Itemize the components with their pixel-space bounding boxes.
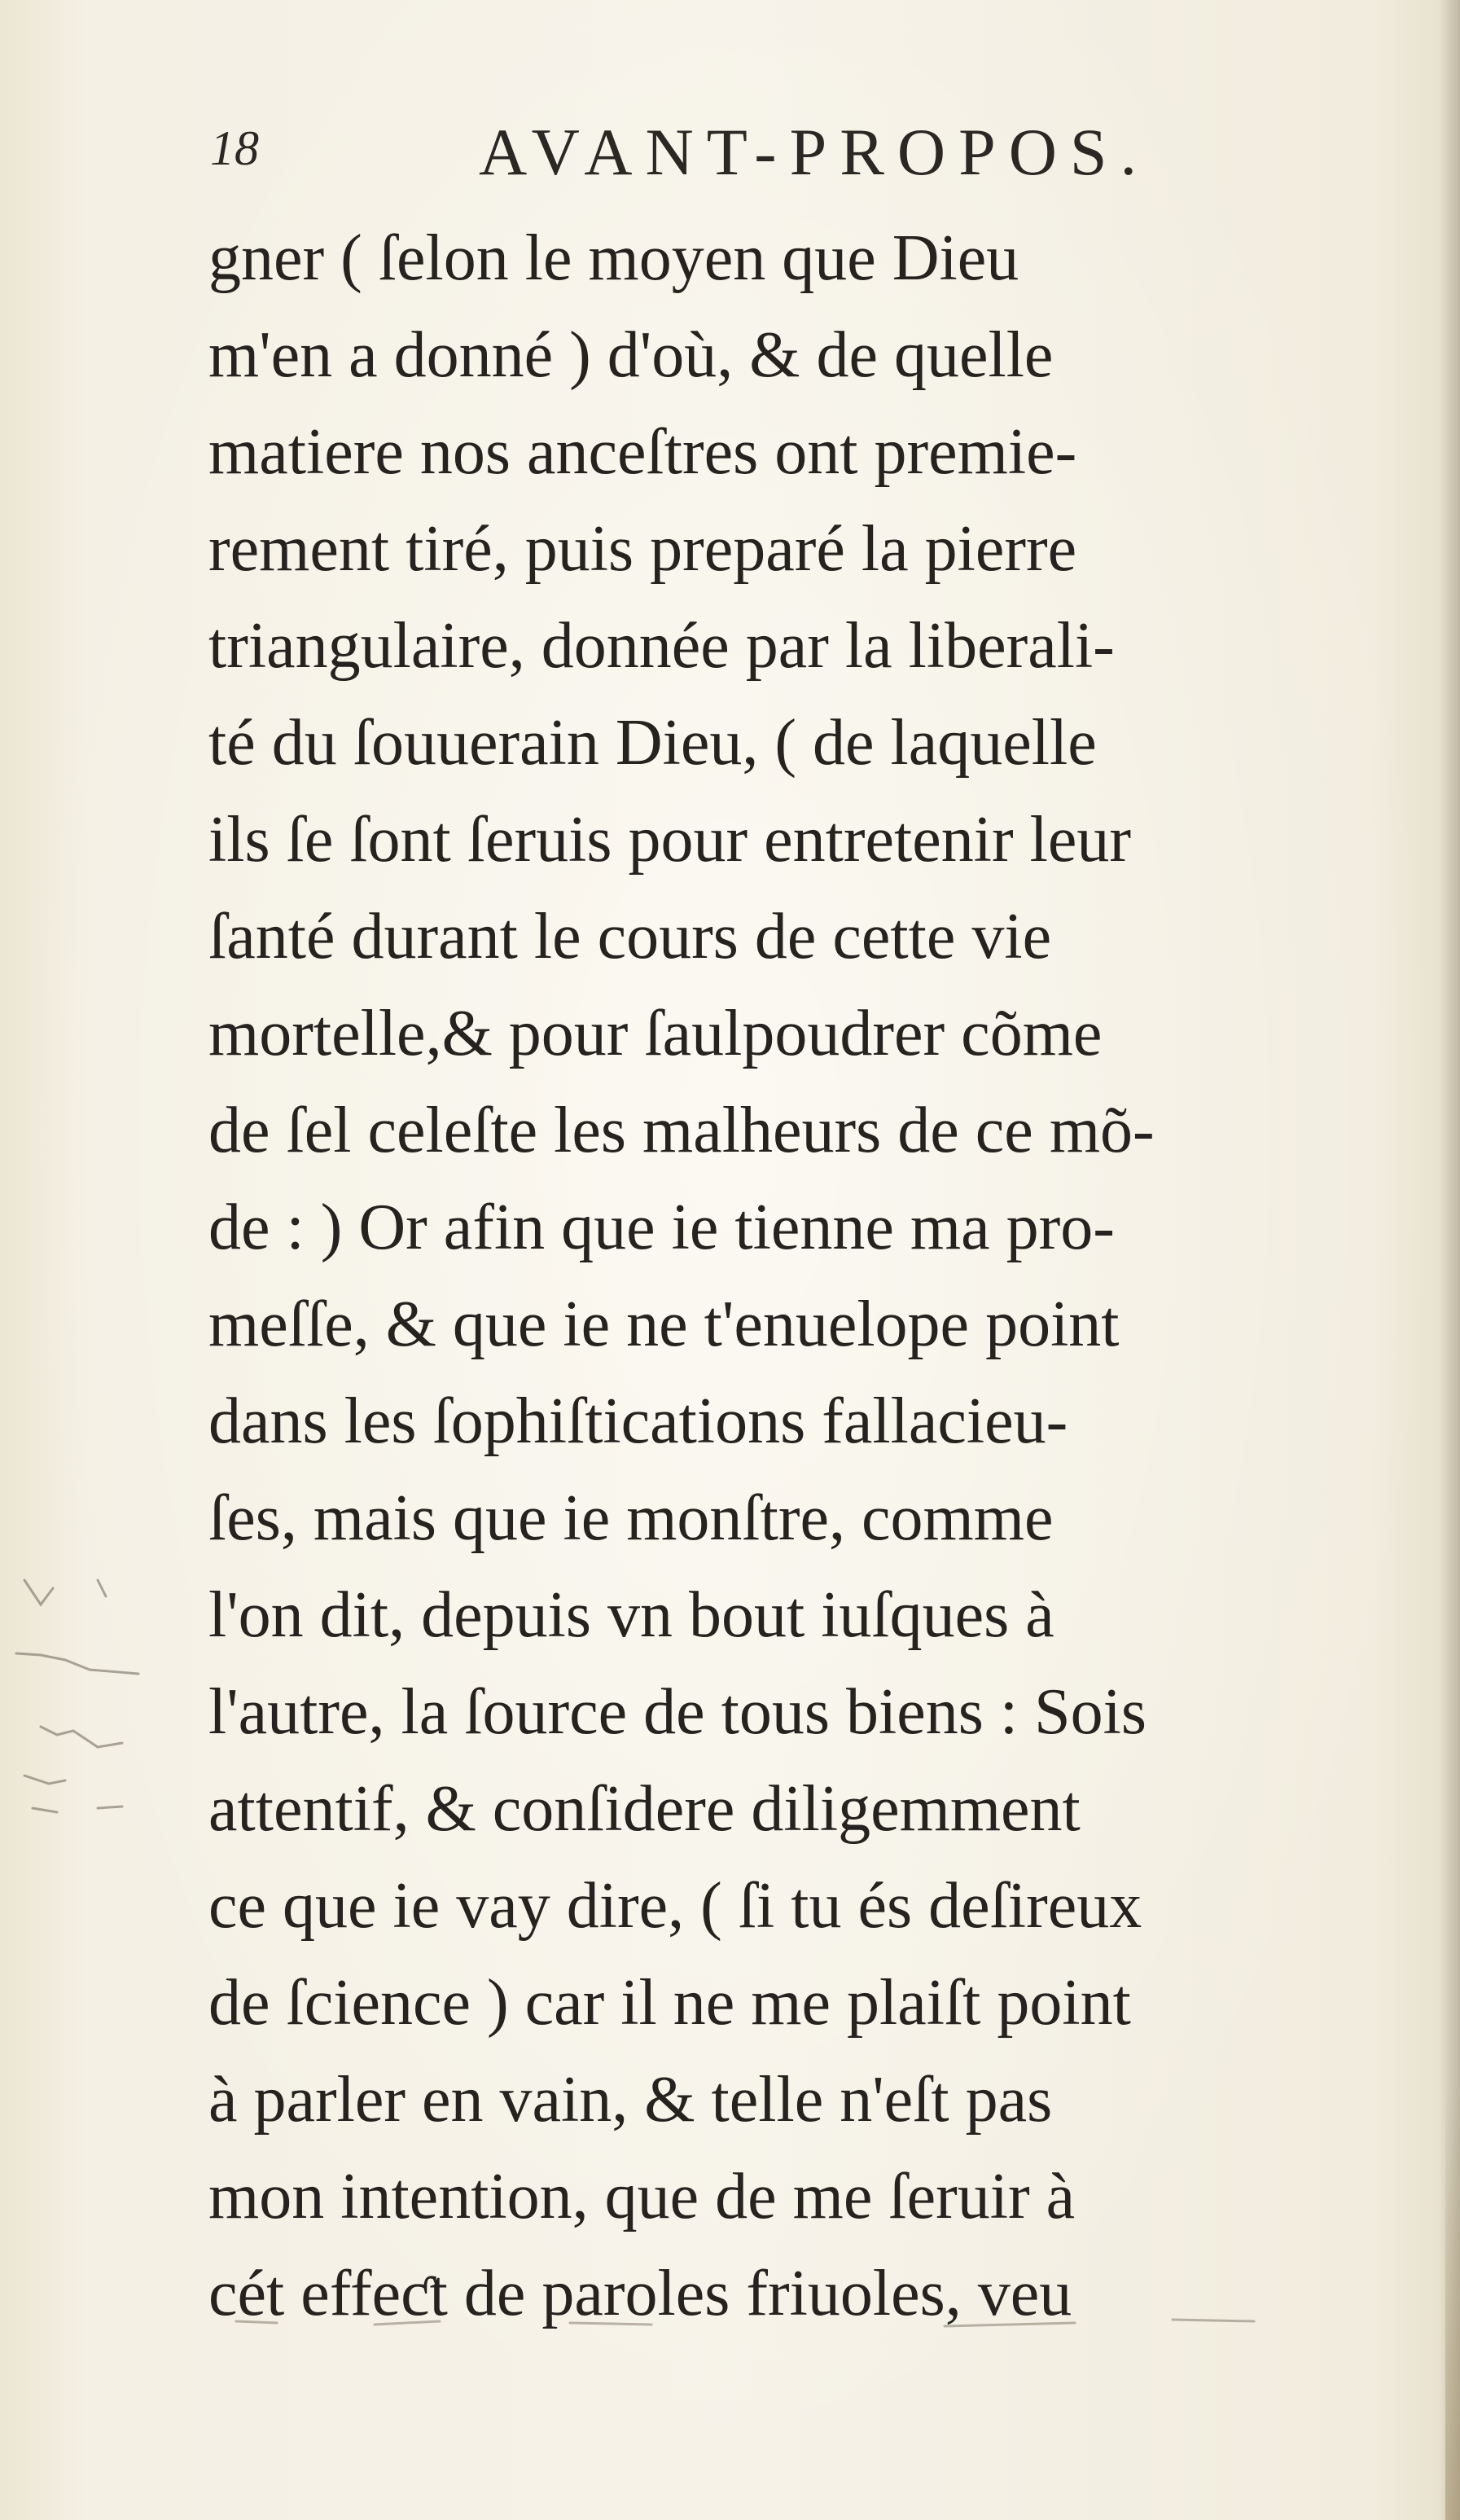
text-line: ce que ie vay dire, ( ſi tu és deſireux xyxy=(208,1870,1142,1942)
text-line: triangulaire, donnée par la liberali- xyxy=(208,610,1115,682)
text-line: m'en a donné ) d'où, & de quelle xyxy=(208,319,1054,391)
text-line: matiere nos anceſtres ont premie- xyxy=(208,416,1077,488)
text-line: attentif, & conſidere diligemment xyxy=(208,1773,1081,1845)
text-line: rement tiré, puis preparé la pierre xyxy=(208,513,1077,585)
text-line: mon intention, que de me ſeruir à xyxy=(208,2161,1076,2232)
running-title: AVANT-PROPOS. xyxy=(479,115,1151,189)
text-line: l'on dit, depuis vn bout iuſques à xyxy=(208,1579,1054,1651)
page-stain xyxy=(1445,2085,1460,2520)
text-line: l'autre, la ſource de tous biens : Sois xyxy=(208,1676,1147,1748)
text-line: de ſcience ) car il ne me plaiſt point xyxy=(208,1967,1131,2039)
text-line: gner ( ſelon le moyen que Dieu xyxy=(208,222,1019,294)
text-line: ils ſe ſont ſeruis pour entretenir leur xyxy=(208,804,1132,876)
show-through-marks xyxy=(8,1564,171,1833)
text-line: meſſe, & que ie ne t'enuelope point xyxy=(208,1289,1120,1360)
text-line: ſanté durant le cours de cette vie xyxy=(208,901,1052,972)
body-text xyxy=(208,210,1381,2342)
text-line: ſes, mais que ie monſtre, comme xyxy=(208,1482,1054,1554)
text-line: de : ) Or afin que ie tienne ma pro- xyxy=(208,1192,1115,1263)
text-line: de ſel celeſte les malheurs de ce mõ- xyxy=(208,1095,1155,1166)
bleed-through-strokes xyxy=(228,2305,1368,2338)
page-number: 18 xyxy=(210,121,259,175)
text-line: à parler en vain, & telle n'eſt pas xyxy=(208,2064,1053,2136)
text-line: té du ſouuerain Dieu, ( de laquelle xyxy=(208,707,1097,779)
running-head xyxy=(210,114,1269,204)
text-line: mortelle,& pour ſaulpoudrer cõme xyxy=(208,998,1103,1069)
text-line: cét effeƈt de paroles friuoles, veu xyxy=(208,2258,1072,2329)
text-line: dans les ſophiſtications fallacieu- xyxy=(208,1385,1068,1457)
